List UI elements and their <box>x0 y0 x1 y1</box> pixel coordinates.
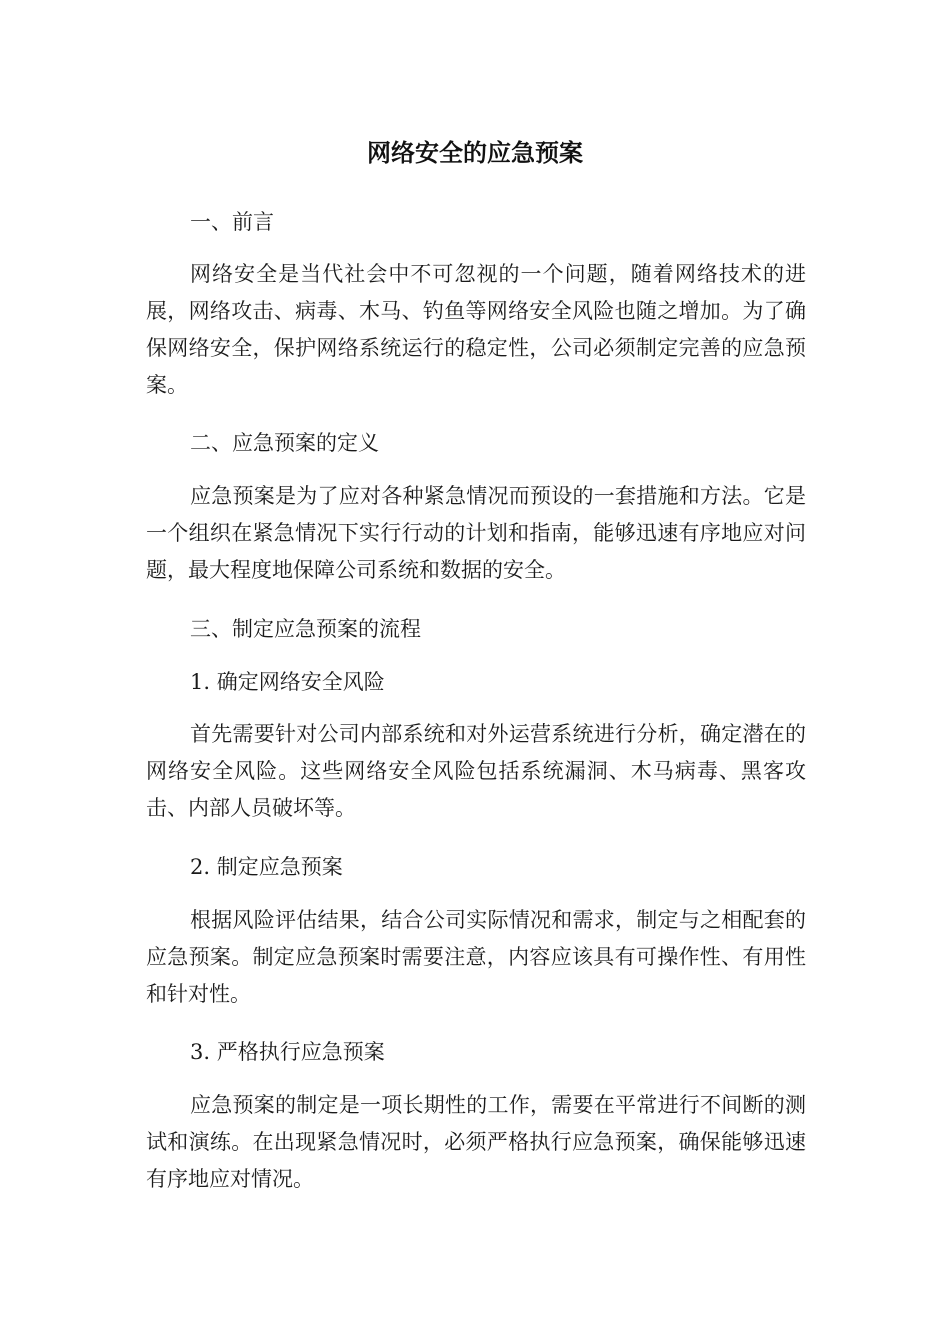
step-heading-3: 3. 严格执行应急预案 <box>190 1040 385 1064</box>
paragraph-step-3: 应急预案的制定是一项长期性的工作，需要在平常进行不间断的测试和演练。在出现紧急情况时，必须严格执行应急预案，确保能够迅速有序地应对情况。 <box>146 1093 806 1191</box>
paragraph-step-1: 首先需要针对公司内部系统和对外运营系统进行分析，确定潜在的网络安全风险。这些网络安全风险包括系统漏洞、木马病毒、黑客攻击、内部人员破坏等。 <box>146 722 806 820</box>
section-heading-definition: 二、应急预案的定义 <box>190 431 379 455</box>
section-heading-process: 三、制定应急预案的流程 <box>190 617 421 641</box>
section-heading-intro: 一、前言 <box>190 210 274 234</box>
document-title: 网络安全的应急预案 <box>367 139 583 167</box>
paragraph-definition: 应急预案是为了应对各种紧急情况而预设的一套措施和方法。它是一个组织在紧急情况下实行行动的计划和指南，能够迅速有序地应对问题，最大程度地保障公司系统和数据的安全。 <box>146 484 806 582</box>
step-heading-2: 2. 制定应急预案 <box>190 855 343 879</box>
step-heading-1: 1. 确定网络安全风险 <box>190 670 385 694</box>
paragraph-intro: 网络安全是当代社会中不可忽视的一个问题，随着网络技术的进展，网络攻击、病毒、木马、钓鱼等网络安全风险也随之增加。为了确保网络安全，保护网络系统运行的稳定性，公司必须制定完善的应急预案。 <box>146 262 806 397</box>
paragraph-step-2: 根据风险评估结果，结合公司实际情况和需求，制定与之相配套的应急预案。制定应急预案时需要注意，内容应该具有可操作性、有用性和针对性。 <box>146 908 806 1006</box>
